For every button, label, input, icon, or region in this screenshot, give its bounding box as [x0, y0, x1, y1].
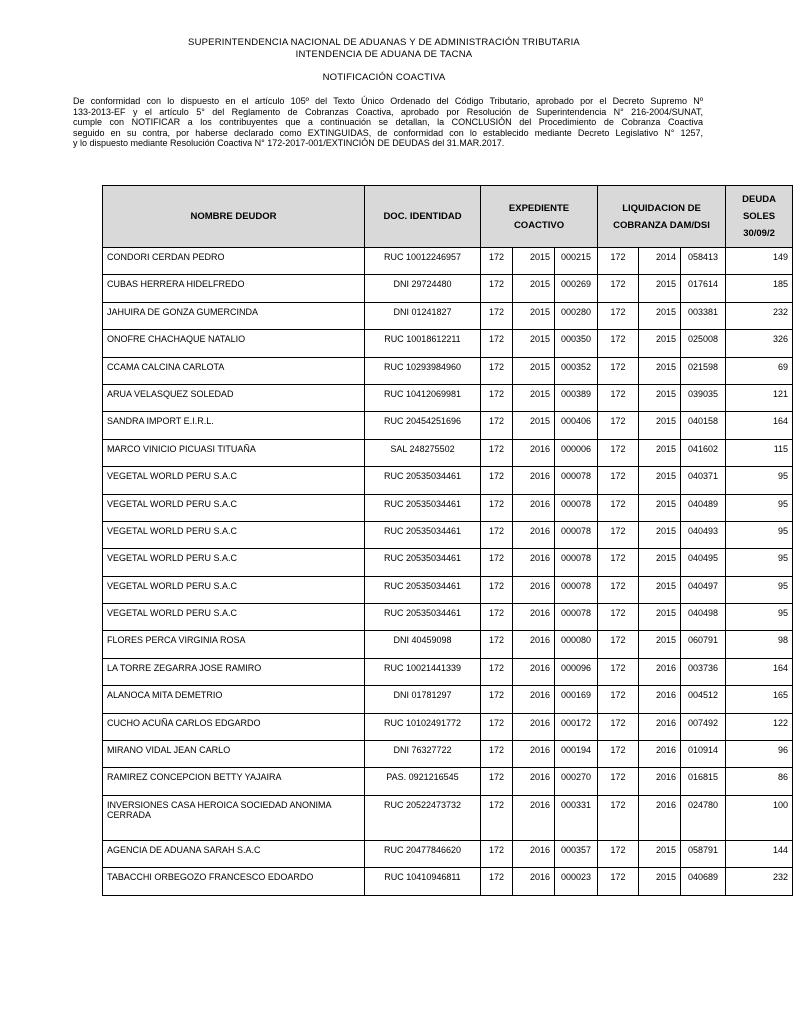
col-header-deuda-line: SOLES — [742, 211, 776, 222]
cell-doc-identidad: DNI 01241827 — [365, 302, 481, 329]
cell-expediente-numero: 000357 — [555, 840, 598, 867]
cell-expediente-anio: 2016 — [513, 494, 555, 521]
cell-expediente-anio: 2016 — [513, 521, 555, 548]
cell-liquidacion-numero: 007492 — [681, 713, 726, 740]
cell-doc-identidad: RUC 10021441339 — [365, 658, 481, 685]
cell-nombre: VEGETAL WORLD PERU S.A.C — [103, 494, 365, 521]
table-row — [103, 840, 793, 867]
agency-name: SUPERINTENDENCIA NACIONAL DE ADUANAS Y DE ADMINISTRACIÓN TRIBUTARIA — [188, 37, 580, 48]
cell-liquidacion-anio: 2015 — [639, 439, 681, 466]
col-header-expediente-line: EXPEDIENTE — [508, 202, 570, 214]
table-row — [103, 658, 793, 685]
cell-nombre: CUBAS HERRERA HIDELFREDO — [103, 275, 365, 302]
table-row — [103, 248, 793, 275]
cell-expediente-numero: 000270 — [555, 768, 598, 795]
cell-expediente-aduana: 172 — [481, 741, 513, 768]
cell-liquidacion-anio: 2016 — [639, 741, 681, 768]
col-header-doc: DOC. IDENTIDAD — [365, 186, 481, 248]
cell-deuda: 95 — [726, 467, 793, 494]
cell-liquidacion-numero: 040158 — [681, 412, 726, 439]
cell-expediente-numero: 000006 — [555, 439, 598, 466]
cell-expediente-anio: 2016 — [513, 713, 555, 740]
cell-deuda: 164 — [726, 658, 793, 685]
cell-liquidacion-anio: 2015 — [639, 467, 681, 494]
cell-liquidacion-aduana: 172 — [598, 549, 639, 576]
cell-expediente-anio: 2015 — [513, 330, 555, 357]
cell-expediente-aduana: 172 — [481, 412, 513, 439]
cell-expediente-numero: 000078 — [555, 494, 598, 521]
cell-liquidacion-numero: 058791 — [681, 840, 726, 867]
cell-liquidacion-numero: 010914 — [681, 741, 726, 768]
table-row — [103, 412, 793, 439]
cell-liquidacion-aduana: 172 — [598, 631, 639, 658]
cell-expediente-numero: 000194 — [555, 741, 598, 768]
cell-deuda: 165 — [726, 686, 793, 713]
col-header-nombre: NOMBRE DEUDOR — [103, 186, 365, 248]
cell-liquidacion-aduana: 172 — [598, 384, 639, 411]
cell-liquidacion-anio: 2014 — [639, 248, 681, 275]
cell-liquidacion-numero: 040371 — [681, 467, 726, 494]
cell-liquidacion-aduana: 172 — [598, 248, 639, 275]
cell-expediente-anio: 2016 — [513, 604, 555, 631]
cell-expediente-anio: 2016 — [513, 741, 555, 768]
cell-liquidacion-aduana: 172 — [598, 868, 639, 895]
cell-liquidacion-anio: 2015 — [639, 521, 681, 548]
cell-nombre: SANDRA IMPORT E.I.R.L. — [103, 412, 365, 439]
cell-liquidacion-anio: 2015 — [639, 868, 681, 895]
cell-liquidacion-numero: 058413 — [681, 248, 726, 275]
cell-liquidacion-aduana: 172 — [598, 658, 639, 685]
col-header-liquidacion-line: LIQUIDACION DE — [622, 202, 701, 214]
cell-doc-identidad: RUC 20522473732 — [365, 795, 481, 840]
cell-expediente-numero: 000389 — [555, 384, 598, 411]
cell-doc-identidad: RUC 20535034461 — [365, 494, 481, 521]
table-row — [103, 686, 793, 713]
cell-liquidacion-numero: 025008 — [681, 330, 726, 357]
cell-doc-identidad: RUC 10012246957 — [365, 248, 481, 275]
cell-liquidacion-aduana: 172 — [598, 275, 639, 302]
cell-liquidacion-anio: 2015 — [639, 494, 681, 521]
cell-doc-identidad: DNI 40459098 — [365, 631, 481, 658]
cell-nombre: RAMIREZ CONCEPCION BETTY YAJAIRA — [103, 768, 365, 795]
cell-deuda: 115 — [726, 439, 793, 466]
cell-doc-identidad: DNI 76327722 — [365, 741, 481, 768]
document-title: NOTIFICACIÓN COACTIVA — [322, 72, 446, 83]
table-body — [103, 248, 793, 896]
cell-expediente-numero: 000269 — [555, 275, 598, 302]
cell-liquidacion-anio: 2015 — [639, 631, 681, 658]
cell-liquidacion-aduana: 172 — [598, 686, 639, 713]
cell-nombre: VEGETAL WORLD PERU S.A.C — [103, 521, 365, 548]
cell-deuda: 98 — [726, 631, 793, 658]
cell-liquidacion-numero: 040493 — [681, 521, 726, 548]
cell-liquidacion-aduana: 172 — [598, 576, 639, 603]
cell-expediente-numero: 000406 — [555, 412, 598, 439]
cell-liquidacion-numero: 040489 — [681, 494, 726, 521]
cell-nombre: VEGETAL WORLD PERU S.A.C — [103, 576, 365, 603]
col-header-liquidacion — [598, 186, 726, 248]
table-row — [103, 357, 793, 384]
cell-liquidacion-numero: 040497 — [681, 576, 726, 603]
cell-expediente-numero: 000078 — [555, 467, 598, 494]
cell-expediente-numero: 000350 — [555, 330, 598, 357]
col-header-liquidacion-line: COBRANZA DAM/DSI — [613, 219, 710, 231]
cell-doc-identidad: RUC 20454251696 — [365, 412, 481, 439]
cell-nombre: MIRANO VIDAL JEAN CARLO — [103, 741, 365, 768]
cell-liquidacion-aduana: 172 — [598, 439, 639, 466]
legal-paragraph — [73, 96, 703, 149]
table-header-row — [103, 186, 793, 248]
cell-liquidacion-aduana: 172 — [598, 302, 639, 329]
cell-liquidacion-numero: 041602 — [681, 439, 726, 466]
cell-expediente-anio: 2016 — [513, 467, 555, 494]
cell-deuda: 164 — [726, 412, 793, 439]
cell-liquidacion-numero: 021598 — [681, 357, 726, 384]
table-row — [103, 768, 793, 795]
cell-deuda: 86 — [726, 768, 793, 795]
table-row — [103, 713, 793, 740]
cell-expediente-numero: 000078 — [555, 604, 598, 631]
cell-deuda: 149 — [726, 248, 793, 275]
cell-expediente-numero: 000352 — [555, 357, 598, 384]
cell-liquidacion-anio: 2016 — [639, 795, 681, 840]
cell-deuda: 96 — [726, 741, 793, 768]
cell-expediente-anio: 2015 — [513, 384, 555, 411]
cell-expediente-numero: 000080 — [555, 631, 598, 658]
cell-nombre: ONOFRE CHACHAQUE NATALIO — [103, 330, 365, 357]
cell-nombre: CCAMA CALCINA CARLOTA — [103, 357, 365, 384]
table-row — [103, 275, 793, 302]
cell-liquidacion-anio: 2015 — [639, 384, 681, 411]
cell-expediente-anio: 2015 — [513, 275, 555, 302]
cell-expediente-aduana: 172 — [481, 521, 513, 548]
cell-doc-identidad: RUC 10412069981 — [365, 384, 481, 411]
cell-expediente-numero: 000078 — [555, 576, 598, 603]
col-header-deuda-line: DEUDA — [742, 194, 776, 205]
cell-liquidacion-aduana: 172 — [598, 467, 639, 494]
cell-expediente-numero: 000331 — [555, 795, 598, 840]
cell-liquidacion-numero: 003381 — [681, 302, 726, 329]
cell-doc-identidad: RUC 20535034461 — [365, 549, 481, 576]
cell-nombre: FLORES PERCA VIRGINIA ROSA — [103, 631, 365, 658]
table-row — [103, 467, 793, 494]
table-row — [103, 576, 793, 603]
cell-expediente-aduana: 172 — [481, 604, 513, 631]
cell-liquidacion-numero: 039035 — [681, 384, 726, 411]
table-row — [103, 795, 793, 840]
cell-nombre: ALANOCA MITA DEMETRIO — [103, 686, 365, 713]
cell-nombre: LA TORRE ZEGARRA JOSE RAMIRO — [103, 658, 365, 685]
cell-expediente-anio: 2016 — [513, 658, 555, 685]
cell-expediente-anio: 2015 — [513, 412, 555, 439]
cell-expediente-aduana: 172 — [481, 357, 513, 384]
cell-doc-identidad: RUC 20535034461 — [365, 604, 481, 631]
cell-deuda: 95 — [726, 604, 793, 631]
cell-liquidacion-numero: 004512 — [681, 686, 726, 713]
cell-expediente-aduana: 172 — [481, 302, 513, 329]
cell-nombre: JAHUIRA DE GONZA GUMERCINDA — [103, 302, 365, 329]
cell-expediente-aduana: 172 — [481, 494, 513, 521]
cell-liquidacion-numero: 016815 — [681, 768, 726, 795]
cell-expediente-aduana: 172 — [481, 713, 513, 740]
paragraph-line: cumple con NOTIFICAR a los contribuyentes que a continuación se detallan, la CONCLUSIÓN del Procedimiento de Cobranza Coactiva — [73, 117, 703, 128]
cell-expediente-anio: 2015 — [513, 357, 555, 384]
cell-liquidacion-aduana: 172 — [598, 494, 639, 521]
cell-liquidacion-aduana: 172 — [598, 840, 639, 867]
cell-liquidacion-anio: 2015 — [639, 330, 681, 357]
cell-liquidacion-aduana: 172 — [598, 604, 639, 631]
cell-doc-identidad: DNI 01781297 — [365, 686, 481, 713]
cell-liquidacion-aduana: 172 — [598, 412, 639, 439]
cell-expediente-aduana: 172 — [481, 439, 513, 466]
col-header-expediente-line: COACTIVO — [513, 219, 565, 231]
cell-liquidacion-aduana: 172 — [598, 768, 639, 795]
cell-expediente-aduana: 172 — [481, 384, 513, 411]
cell-expediente-aduana: 172 — [481, 686, 513, 713]
cell-liquidacion-anio: 2015 — [639, 604, 681, 631]
col-header-deuda — [726, 186, 793, 248]
cell-expediente-numero: 000078 — [555, 549, 598, 576]
office-name: INTENDENCIA DE ADUANA DE TACNA — [295, 49, 473, 60]
cell-expediente-aduana: 172 — [481, 795, 513, 840]
cell-expediente-anio: 2016 — [513, 768, 555, 795]
paragraph-line: 133-2013-EF y el artículo 5° del Reglamento de Cobranzas Coactiva, aprobado por Resolución de Superintendencia N° 216-2004/SUNAT, — [73, 106, 703, 117]
cell-liquidacion-aduana: 172 — [598, 795, 639, 840]
cell-expediente-aduana: 172 — [481, 868, 513, 895]
cell-expediente-numero: 000172 — [555, 713, 598, 740]
cell-doc-identidad: RUC 20477846620 — [365, 840, 481, 867]
cell-expediente-numero: 000280 — [555, 302, 598, 329]
cell-liquidacion-anio: 2016 — [639, 713, 681, 740]
table-row — [103, 868, 793, 895]
cell-doc-identidad: RUC 10102491772 — [365, 713, 481, 740]
cell-liquidacion-aduana: 172 — [598, 521, 639, 548]
cell-liquidacion-anio: 2015 — [639, 275, 681, 302]
cell-liquidacion-numero: 003736 — [681, 658, 726, 685]
paragraph-line: y lo dispuesto mediante Resolución Coactiva N° 172-2017-001/EXTINCIÓN DE DEUDAS del 31.MAR.2017. — [73, 138, 505, 149]
cell-expediente-anio: 2016 — [513, 576, 555, 603]
table-row — [103, 604, 793, 631]
cell-nombre: MARCO VINICIO PICUASI TITUAÑA — [103, 439, 365, 466]
cell-doc-identidad: SAL 248275502 — [365, 439, 481, 466]
cell-liquidacion-anio: 2015 — [639, 412, 681, 439]
cell-nombre: CUCHO ACUÑA CARLOS EDGARDO — [103, 713, 365, 740]
cell-nombre: TABACCHI ORBEGOZO FRANCESCO EDOARDO — [103, 868, 365, 895]
cell-doc-identidad: RUC 20535034461 — [365, 521, 481, 548]
cell-deuda: 95 — [726, 549, 793, 576]
cell-doc-identidad: RUC 20535034461 — [365, 576, 481, 603]
cell-liquidacion-anio: 2015 — [639, 840, 681, 867]
table-row — [103, 384, 793, 411]
table-row — [103, 521, 793, 548]
cell-expediente-aduana: 172 — [481, 840, 513, 867]
cell-expediente-aduana: 172 — [481, 549, 513, 576]
cell-liquidacion-anio: 2015 — [639, 357, 681, 384]
table-row — [103, 494, 793, 521]
cell-expediente-anio: 2016 — [513, 840, 555, 867]
cell-expediente-anio: 2015 — [513, 302, 555, 329]
table-row — [103, 302, 793, 329]
cell-doc-identidad: RUC 10018612211 — [365, 330, 481, 357]
cell-expediente-anio: 2016 — [513, 439, 555, 466]
cell-liquidacion-anio: 2016 — [639, 686, 681, 713]
cell-expediente-aduana: 172 — [481, 576, 513, 603]
cell-liquidacion-numero: 040495 — [681, 549, 726, 576]
cell-deuda: 144 — [726, 840, 793, 867]
cell-expediente-numero: 000078 — [555, 521, 598, 548]
cell-expediente-aduana: 172 — [481, 631, 513, 658]
cell-expediente-anio: 2016 — [513, 549, 555, 576]
col-header-deuda-line: 30/09/2 — [743, 228, 775, 239]
cell-expediente-anio: 2015 — [513, 248, 555, 275]
table-row — [103, 330, 793, 357]
cell-deuda: 232 — [726, 302, 793, 329]
table-row — [103, 549, 793, 576]
cell-deuda: 95 — [726, 521, 793, 548]
cell-expediente-numero: 000023 — [555, 868, 598, 895]
cell-nombre: CONDORI CERDAN PEDRO — [103, 248, 365, 275]
cell-deuda: 95 — [726, 576, 793, 603]
cell-liquidacion-numero: 040689 — [681, 868, 726, 895]
col-header-expediente — [481, 186, 598, 248]
debtors-table-container — [102, 185, 789, 920]
cell-expediente-anio: 2016 — [513, 795, 555, 840]
cell-nombre: ARUA VELASQUEZ SOLEDAD — [103, 384, 365, 411]
cell-expediente-aduana: 172 — [481, 248, 513, 275]
cell-deuda: 326 — [726, 330, 793, 357]
cell-expediente-aduana: 172 — [481, 330, 513, 357]
cell-deuda: 100 — [726, 795, 793, 840]
cell-liquidacion-numero: 017614 — [681, 275, 726, 302]
cell-deuda: 122 — [726, 713, 793, 740]
cell-deuda: 121 — [726, 384, 793, 411]
cell-deuda: 95 — [726, 494, 793, 521]
cell-nombre: INVERSIONES CASA HEROICA SOCIEDAD ANONIMA CERRADA — [103, 795, 365, 840]
cell-liquidacion-anio: 2015 — [639, 302, 681, 329]
cell-nombre: VEGETAL WORLD PERU S.A.C — [103, 549, 365, 576]
table-row — [103, 631, 793, 658]
table-row — [103, 741, 793, 768]
paragraph-line: seguido en su contra, por haberse declarado como EXTINGUIDAS, de conformidad con lo establecido mediante Decreto Legislativo N° 1257, — [73, 127, 703, 138]
cell-liquidacion-aduana: 172 — [598, 713, 639, 740]
cell-liquidacion-anio: 2016 — [639, 658, 681, 685]
cell-doc-identidad: PAS. 0921216545 — [365, 768, 481, 795]
cell-expediente-numero: 000215 — [555, 248, 598, 275]
cell-nombre: VEGETAL WORLD PERU S.A.C — [103, 604, 365, 631]
debtors-table — [102, 185, 793, 896]
cell-expediente-anio: 2016 — [513, 631, 555, 658]
cell-expediente-anio: 2016 — [513, 686, 555, 713]
cell-expediente-aduana: 172 — [481, 275, 513, 302]
cell-nombre: VEGETAL WORLD PERU S.A.C — [103, 467, 365, 494]
cell-liquidacion-anio: 2015 — [639, 549, 681, 576]
cell-doc-identidad: RUC 20535034461 — [365, 467, 481, 494]
cell-liquidacion-aduana: 172 — [598, 357, 639, 384]
cell-deuda: 69 — [726, 357, 793, 384]
paragraph-line: De conformidad con lo dispuesto en el artículo 105º del Texto Único Ordenado del Código Tributario, aprobado por el Decreto Supremo Nº — [73, 96, 703, 106]
cell-doc-identidad: RUC 10293984960 — [365, 357, 481, 384]
cell-deuda: 232 — [726, 868, 793, 895]
cell-liquidacion-numero: 060791 — [681, 631, 726, 658]
cell-doc-identidad: RUC 10410946811 — [365, 868, 481, 895]
cell-liquidacion-aduana: 172 — [598, 330, 639, 357]
cell-liquidacion-numero: 024780 — [681, 795, 726, 840]
cell-expediente-anio: 2016 — [513, 868, 555, 895]
cell-liquidacion-anio: 2015 — [639, 576, 681, 603]
cell-expediente-numero: 000096 — [555, 658, 598, 685]
cell-doc-identidad: DNI 29724480 — [365, 275, 481, 302]
cell-liquidacion-numero: 040498 — [681, 604, 726, 631]
cell-liquidacion-anio: 2016 — [639, 768, 681, 795]
table-row — [103, 439, 793, 466]
cell-liquidacion-aduana: 172 — [598, 741, 639, 768]
cell-expediente-aduana: 172 — [481, 768, 513, 795]
cell-expediente-aduana: 172 — [481, 658, 513, 685]
cell-deuda: 185 — [726, 275, 793, 302]
cell-expediente-aduana: 172 — [481, 467, 513, 494]
cell-nombre: AGENCIA DE ADUANA SARAH S.A.C — [103, 840, 365, 867]
cell-expediente-numero: 000169 — [555, 686, 598, 713]
